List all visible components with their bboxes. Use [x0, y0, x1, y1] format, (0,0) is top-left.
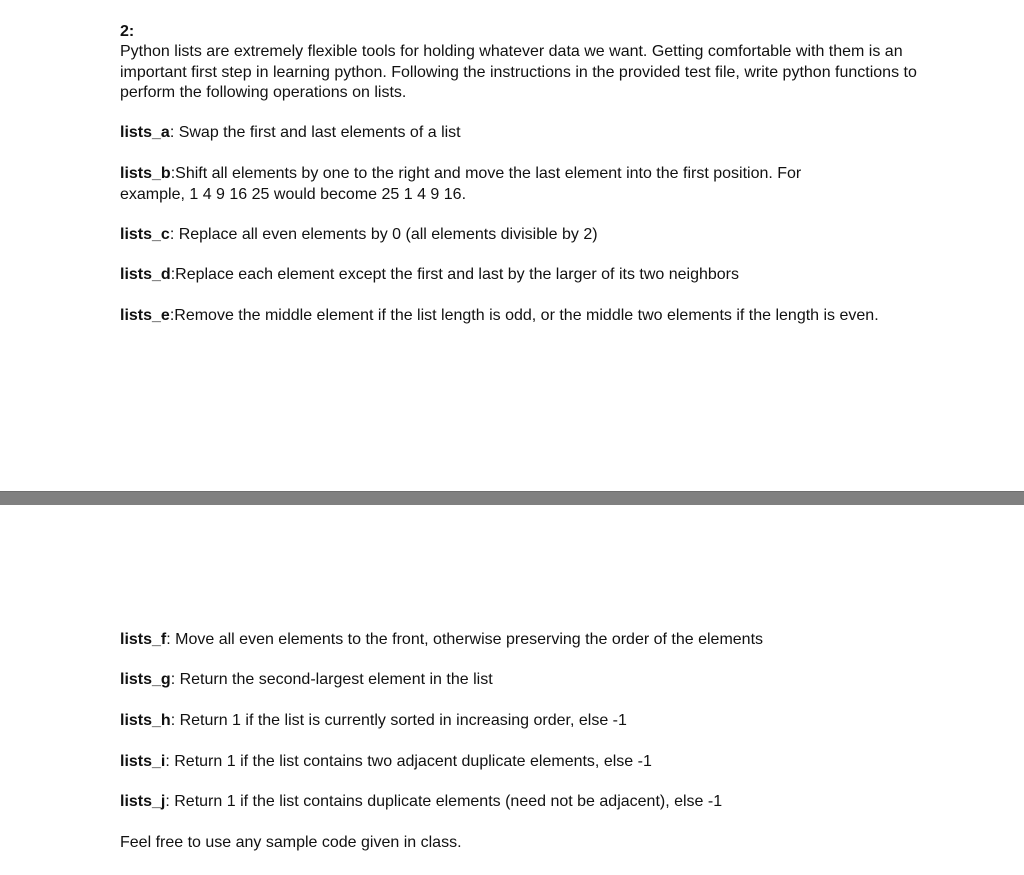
function-description: Move all even elements to the front, otherwise preserving the order of the elements: [175, 631, 764, 648]
section-number: 2:: [120, 23, 135, 40]
function-description: Swap the first and last elements of a list: [178, 124, 461, 141]
page-separator: [0, 491, 1024, 505]
separator: :: [170, 671, 180, 688]
function-name: lists_h: [120, 712, 171, 729]
function-description: Return 1 if the list is currently sorted in increasing order, else -1: [179, 712, 627, 729]
list-item-lists-i: [120, 752, 900, 773]
list-item-lists-f: [120, 630, 900, 651]
separator: :: [170, 266, 176, 283]
list-item-lists-d: [120, 265, 900, 286]
separator: :: [170, 165, 176, 182]
list-item-lists-h: [120, 711, 900, 732]
function-name: lists_f: [120, 631, 167, 648]
function-description: Remove the middle element if the list length is odd, or the middle two elements if the length is even.: [174, 307, 879, 324]
function-name: lists_c: [120, 226, 170, 243]
function-name: lists_g: [120, 671, 171, 688]
separator: :: [169, 124, 179, 141]
function-name: lists_e: [120, 307, 170, 324]
list-item-lists-g: [120, 670, 900, 691]
function-name: lists_j: [120, 793, 166, 810]
list-item-lists-c: [120, 225, 900, 246]
separator: :: [170, 712, 180, 729]
separator: :: [166, 631, 176, 648]
function-name: lists_d: [120, 266, 171, 283]
list-item-lists-j: [120, 792, 900, 813]
list-item-lists-e: [120, 306, 890, 327]
function-description: Shift all elements by one to the right and move the last element into the first position. For example, 1 4 9 16 25 would become 25 1 4 9 16.: [120, 165, 802, 203]
function-name: lists_a: [120, 124, 170, 141]
function-name: lists_i: [120, 753, 166, 770]
separator: :: [169, 307, 175, 324]
list-item-lists-a: [120, 123, 900, 144]
function-description: Return 1 if the list contains two adjacent duplicate elements, else -1: [174, 753, 652, 770]
function-description: Return the second-largest element in the list: [179, 671, 493, 688]
function-description: Replace all even elements by 0 (all elements divisible by 2): [178, 226, 598, 243]
separator: :: [169, 226, 179, 243]
function-description: Return 1 if the list contains duplicate elements (need not be adjacent), else -1: [174, 793, 723, 810]
list-item-lists-b: [120, 164, 860, 205]
closing-note: Feel free to use any sample code given in class.: [120, 834, 462, 851]
separator: :: [165, 753, 175, 770]
function-description: Replace each element except the first and last by the larger of its two neighbors: [175, 266, 740, 283]
function-name: lists_b: [120, 165, 171, 182]
intro-paragraph: Python lists are extremely flexible tools for holding whatever data we want. Getting comfortable with them is an important first step in learning python. Following the instructions in the provided test file, write python functions to perform the following operations on lists.: [120, 43, 917, 101]
separator: :: [165, 793, 175, 810]
